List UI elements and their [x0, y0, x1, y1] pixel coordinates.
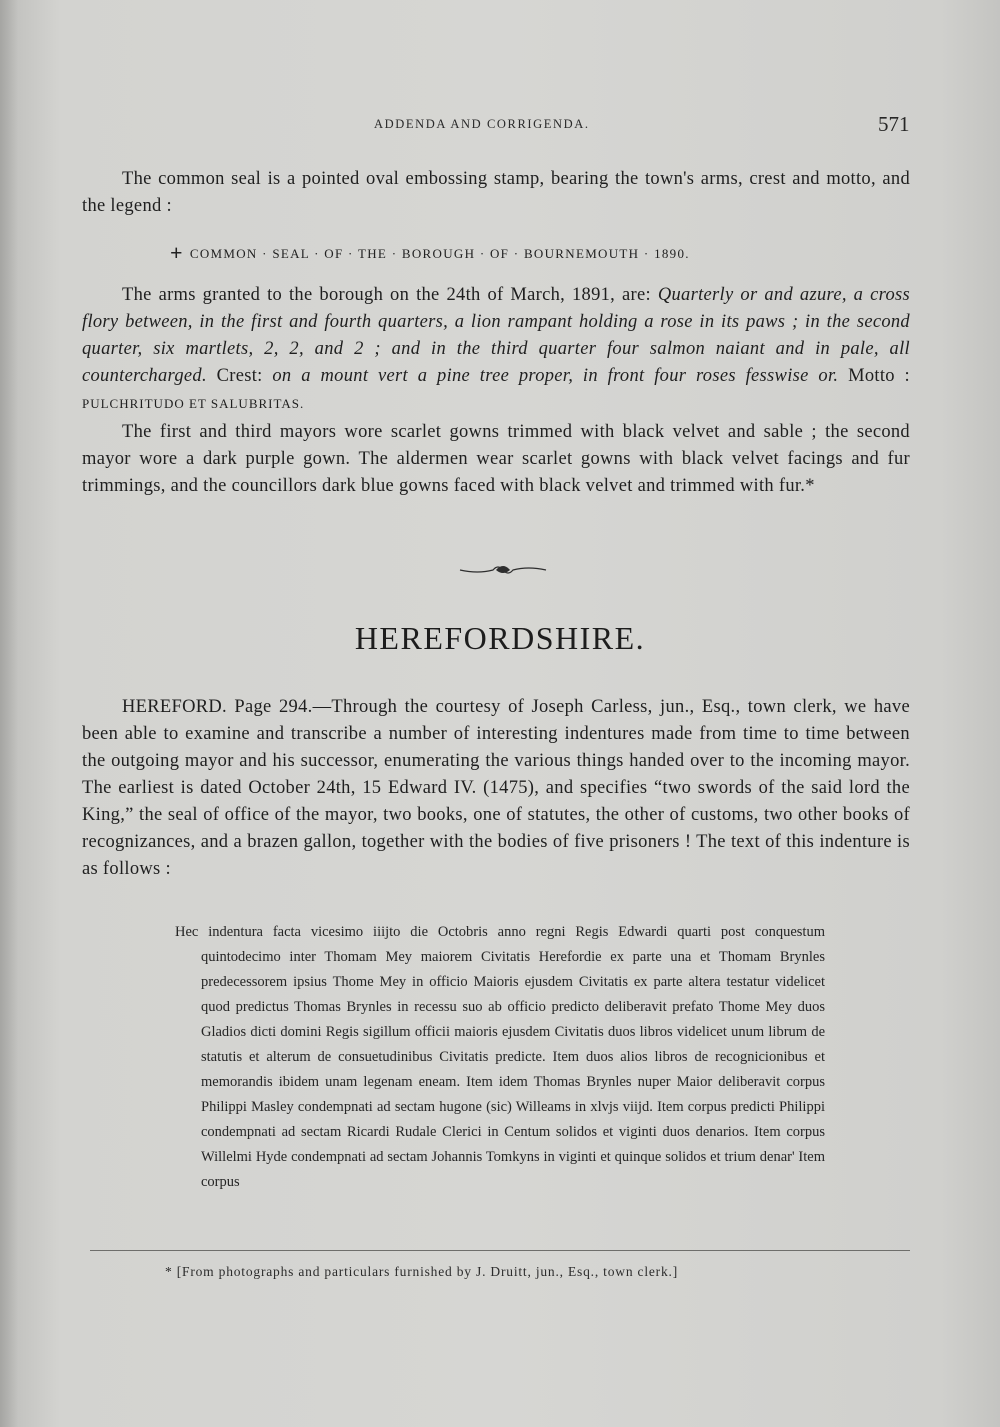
page-header: [0, 112, 1000, 142]
mayors-paragraph: The first and third mayors wore scarlet gowns trimmed with black velvet and sable ; the second mayor wore a dark purple gown. The aldermen wear scarlet gowns with black velvet facings and fur trimmings, and the councillors dark blue gowns faced with black velvet and trimmed with fur.*: [82, 422, 910, 496]
page-gutter-shadow: [0, 0, 18, 1427]
crest-label: Crest:: [206, 366, 273, 386]
page-number: 571: [878, 112, 910, 136]
seal-paragraph-block: [82, 166, 910, 220]
cross-glyph: +: [170, 240, 184, 265]
arms-lead: The arms granted to the borough on the 24th of March, 1891, are:: [122, 285, 658, 305]
motto-label: Motto :: [838, 366, 910, 386]
seal-legend-text: COMMON · SEAL · OF · THE · BOROUGH · OF · BOURNEMOUTH · 1890.: [189, 246, 690, 261]
motto-text: PULCHRITUDO ET SALUBRITAS.: [82, 396, 305, 411]
seal-paragraph: The common seal is a pointed oval embossing stamp, bearing the town's arms, crest and motto, and the legend :: [82, 169, 910, 216]
hereford-paragraph-block: [82, 694, 910, 883]
footnote: * [From photographs and particulars furnished by J. Druitt, jun., Esq., town clerk.]: [165, 1264, 678, 1279]
arms-paragraph-block: [82, 282, 910, 500]
footnote-rule: [90, 1250, 910, 1251]
section-title: HEREFORDSHIRE.: [354, 620, 646, 656]
indenture-latin-text-block: [175, 920, 825, 1195]
crest-text: on a mount vert a pine tree proper, in front four roses fesswise or.: [272, 366, 839, 386]
seal-legend: [170, 240, 830, 266]
arms-blazon: Quarterly or and azure, a cross flory between, in the first and fourth quarters, a lion rampant holding a rose in its paws ; in the second quarter, six martlets, 2, 2, and 2 ; and in the third quarter four salmon naiant and in pale, all countercharged.: [82, 285, 910, 386]
hereford-paragraph: HEREFORD. Page 294.—Through the courtesy of Joseph Carless, jun., Esq., town clerk, we have been able to examine and transcribe a number of interesting indentures made from time to time between the outgoing mayor and his successor, enumerating the various things handed over to the incoming mayor. The earliest is dated October 24th, 15 Edward IV. (1475), and specifies “two swords of the said lord the King,” the seal of office of the mayor, two books, one of statutes, the other of customs, two other books of recognizances, and a brazen gallon, together with the bodies of five prisoners ! The text of this indenture is as follows :: [82, 697, 910, 879]
running-head: ADDENDA AND CORRIGENDA.: [374, 117, 590, 131]
arms-paragraph: [82, 282, 910, 417]
indenture-latin-text: Hec indentura facta vicesimo iiijto die Octobris anno regni Regis Edwardi quarti post conquestum quintodecimo inter Thomam Mey maiorem Civitatis Herefordie ex parte una et Thomam Brynles predecessorem ipsius Thome Mey in officio Maioris ejusdem Civitatis ex parte altera testatur videlicet quod predictus Thomas Brynles in recessu suo ab officio predicto deliberavit prefato Thome Mey duos Gladios dicti domini Regis sigillum officii maioris ejusdem Civitatis duos libros videlicet unum librum de statutis et alterum de consuetudinibus Civitatis predicte. Item duos alios libros de recognicionibus et memorandis ibidem unam legenam eneam. Item idem Thomas Brynles nuper Maior deliberavit corpus Philippi Masley condempnati ad sectam hugone (sic) Willeams in xlvjs viijd. Item corpus predicti Philippi condempnati ad sectam Ricardi Rudale Clerici in Centum solidos et viginti duos denarios. Item corpus Willelmi Hyde condempnati ad sectam Johannis Tomkyns in viginti et quinque solidos et trium denar' Item corpus: [175, 924, 825, 1190]
ornament-divider: [458, 562, 548, 578]
